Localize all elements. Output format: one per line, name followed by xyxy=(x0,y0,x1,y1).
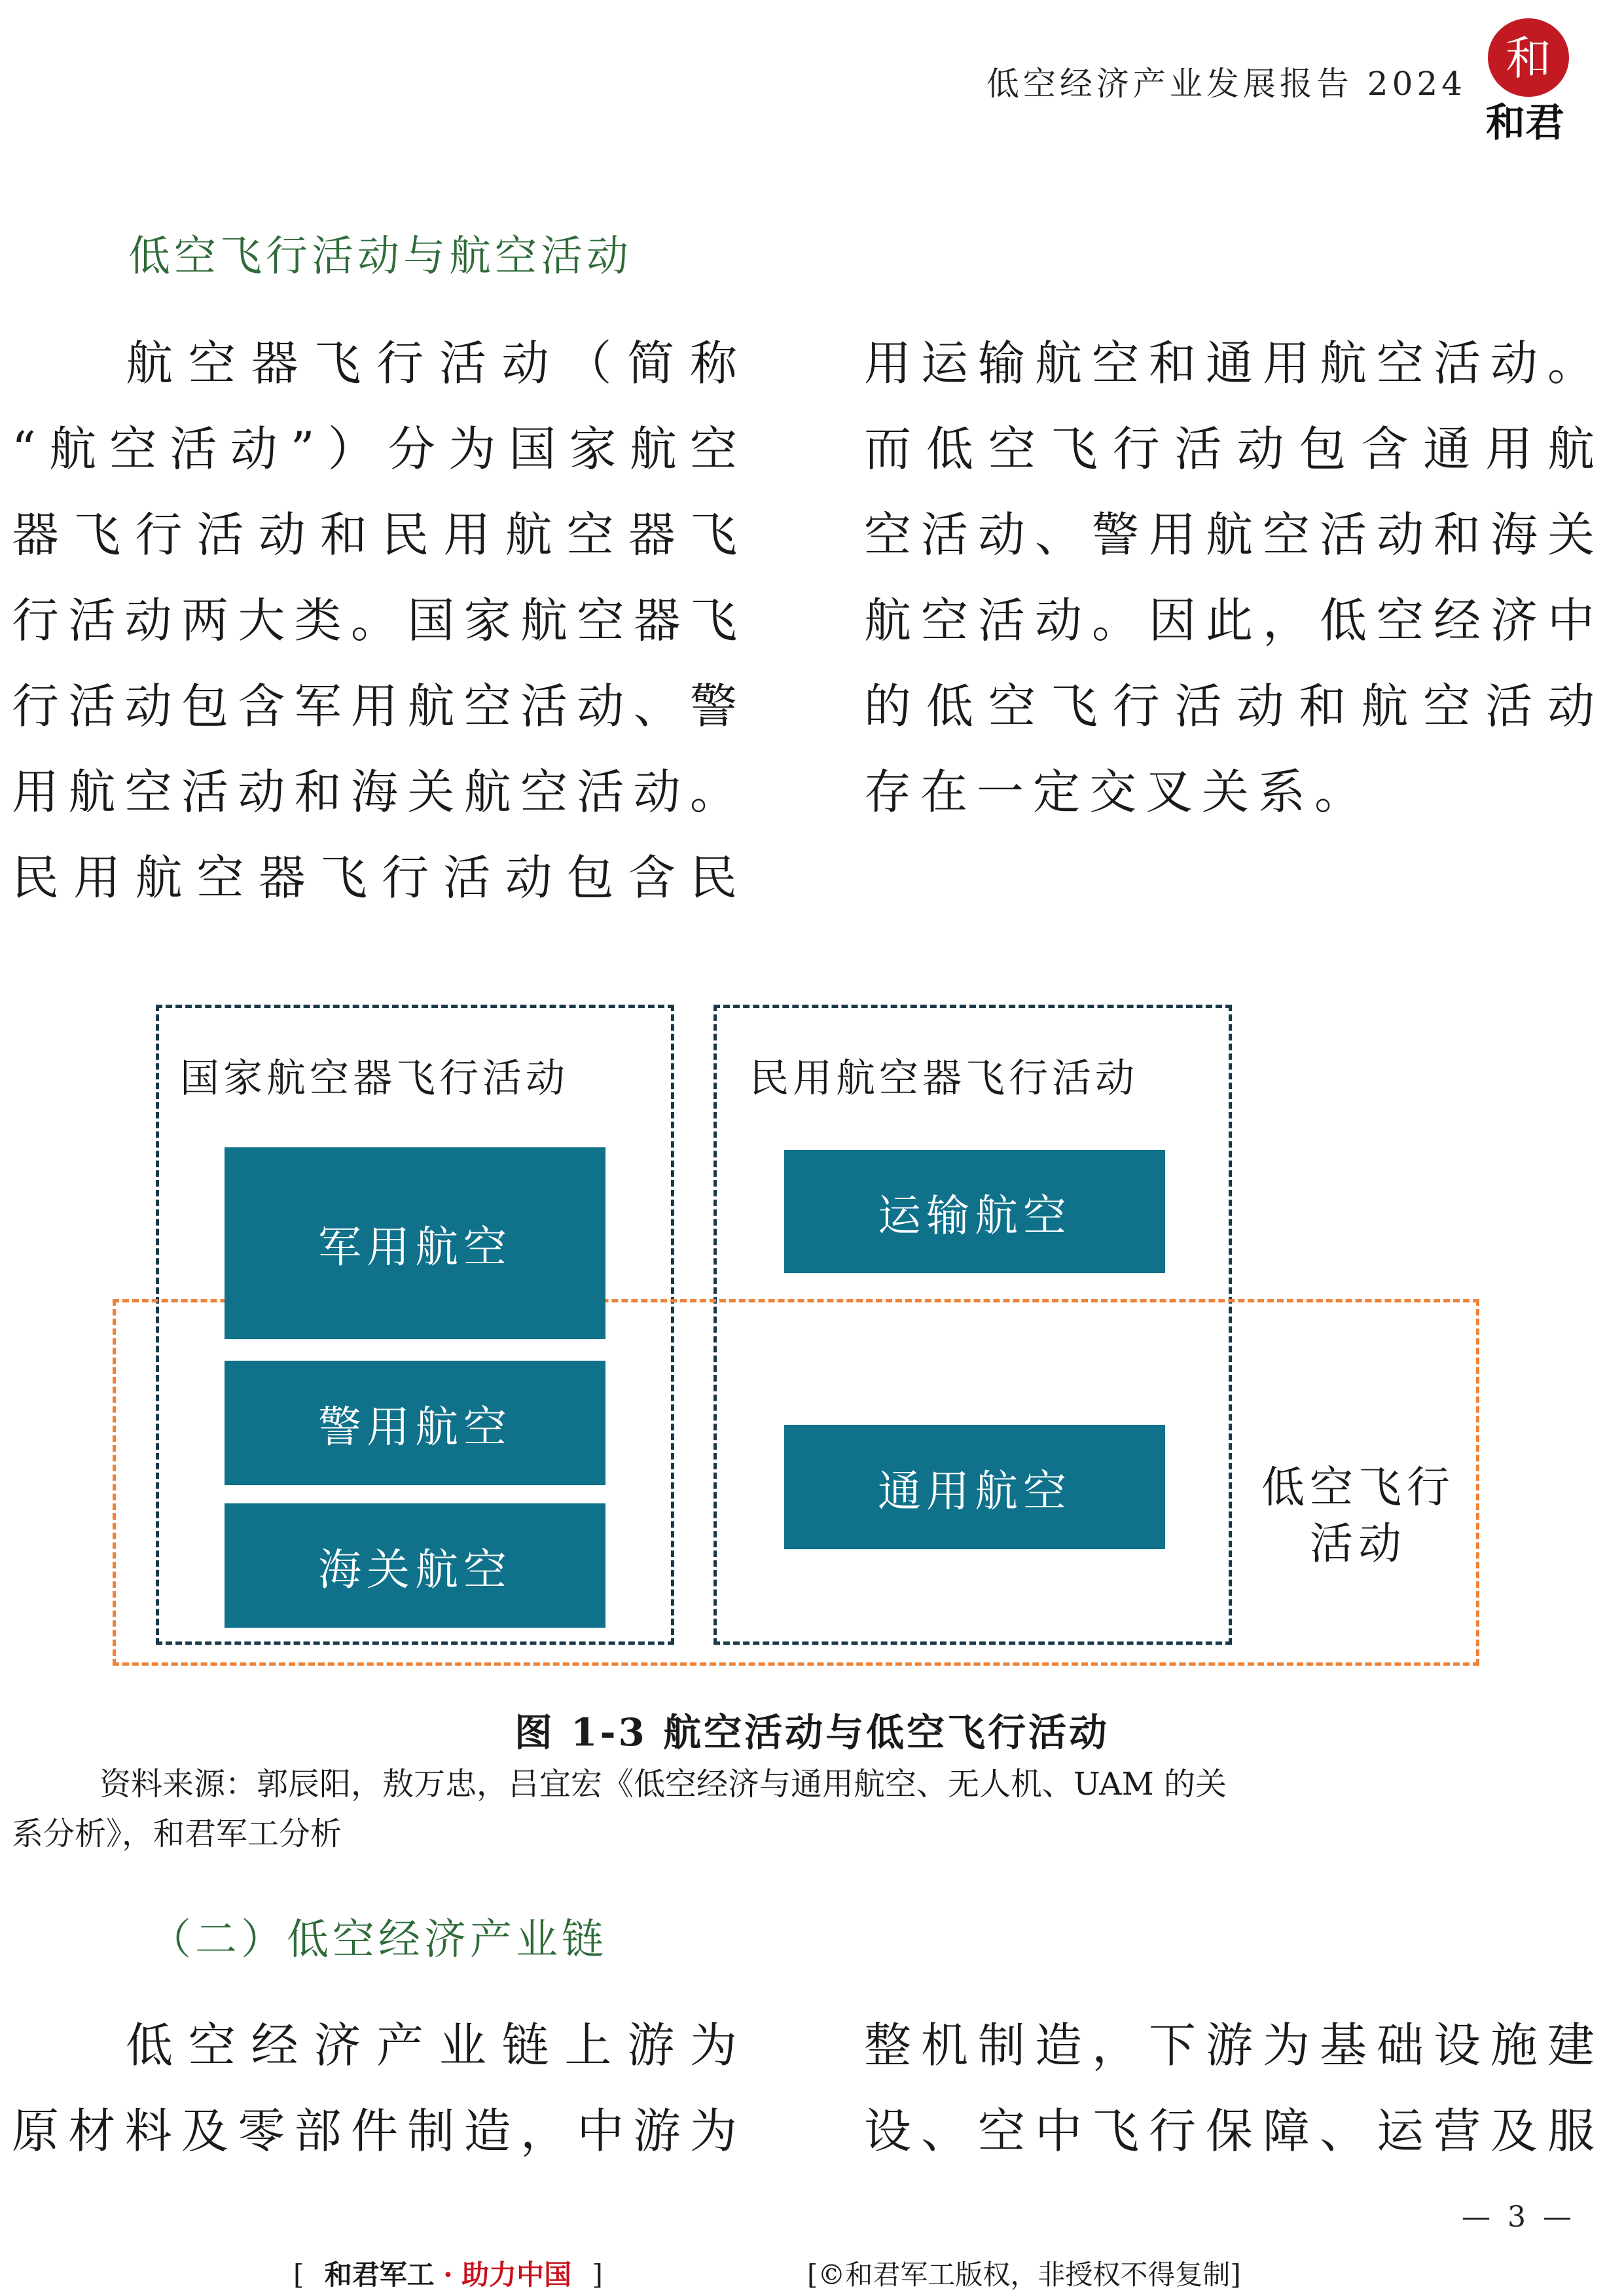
svg-text:和: 和 xyxy=(1506,31,1551,85)
transport-aviation-box: 运输航空 xyxy=(784,1150,1165,1273)
general-aviation-box: 通用航空 xyxy=(784,1425,1165,1549)
body-column-left xyxy=(12,2003,746,2174)
body-column-left xyxy=(12,321,746,921)
text-line: 空活动、警用航空活动和海关 xyxy=(864,507,1604,562)
footer-brand-name: 和君军工 xyxy=(324,2259,435,2291)
text-line: 行活动包含军用航空活动、警 xyxy=(12,679,746,734)
footer-slogan: 助力中国 xyxy=(461,2259,572,2291)
text-line: 低空经济产业链上游为 xyxy=(126,2018,746,2073)
text-line: 原材料及零部件制造，中游为 xyxy=(12,2104,746,2159)
figure-caption: 图 1-3 航空活动与低空飞行活动 xyxy=(514,1710,1110,1755)
text-line: “航空活动”）分为国家航空 xyxy=(12,421,746,476)
text-line: 器飞行活动和民用航空器飞 xyxy=(12,507,746,562)
text-line: 航空器飞行活动（简称 xyxy=(126,336,746,391)
body-column-right xyxy=(864,2003,1604,2174)
text-line: 用运输航空和通用航空活动。 xyxy=(864,336,1604,391)
body-column-right xyxy=(864,321,1604,835)
figure-source xyxy=(12,1759,1602,1859)
section-heading: 低空飞行活动与航空活动 xyxy=(128,232,632,281)
report-title: 低空经济产业发展报告 2024 xyxy=(986,65,1466,103)
text-line: 行活动两大类。国家航空器飞 xyxy=(12,593,746,648)
text-line: 存在一定交叉关系。 xyxy=(864,764,1371,819)
source-line: 资料来源：郭辰阳，敖万忠，吕宜宏《低空经济与通用航空、无人机、UAM 的关 xyxy=(99,1766,1227,1802)
text-line: 整机制造，下游为基础设施建 xyxy=(864,2018,1604,2073)
bracket-open: [ xyxy=(293,2259,304,2291)
svg-text:和君: 和君 xyxy=(1486,100,1564,143)
customs-aviation-box: 海关航空 xyxy=(225,1503,605,1628)
text-line: 而低空飞行活动包含通用航 xyxy=(864,421,1604,476)
page-number: — 3 — xyxy=(1462,2200,1576,2234)
police-aviation-box: 警用航空 xyxy=(225,1361,605,1485)
source-line: 系分析》，和君军工分析 xyxy=(12,1816,342,1852)
text-line: 的低空飞行活动和航空活动 xyxy=(864,679,1604,734)
state-box-title: 国家航空器飞行活动 xyxy=(180,1056,569,1102)
footer-copyright: [©和君军工版权，非授权不得复制] xyxy=(807,2259,1241,2291)
low-altitude-label xyxy=(1244,1460,1473,1572)
low-altitude-label-line1: 低空飞行 xyxy=(1261,1462,1455,1513)
footer-dot: · xyxy=(443,2259,453,2291)
bracket-close: ] xyxy=(592,2259,603,2291)
military-aviation-box: 军用航空 xyxy=(225,1147,605,1339)
text-line: 设、空中飞行保障、运营及服 xyxy=(864,2104,1604,2159)
hejun-logo xyxy=(1460,12,1591,143)
text-line: 航空活动。因此，低空经济中 xyxy=(864,593,1604,648)
text-line: 用航空活动和海关航空活动。 xyxy=(12,764,746,819)
text-line: 民用航空器飞行活动包含民 xyxy=(12,850,746,905)
footer-brand xyxy=(293,2253,603,2293)
civil-box-title: 民用航空器飞行活动 xyxy=(749,1056,1138,1102)
section-heading: （二）低空经济产业链 xyxy=(149,1916,607,1964)
low-altitude-label-line2: 活动 xyxy=(1310,1518,1407,1569)
